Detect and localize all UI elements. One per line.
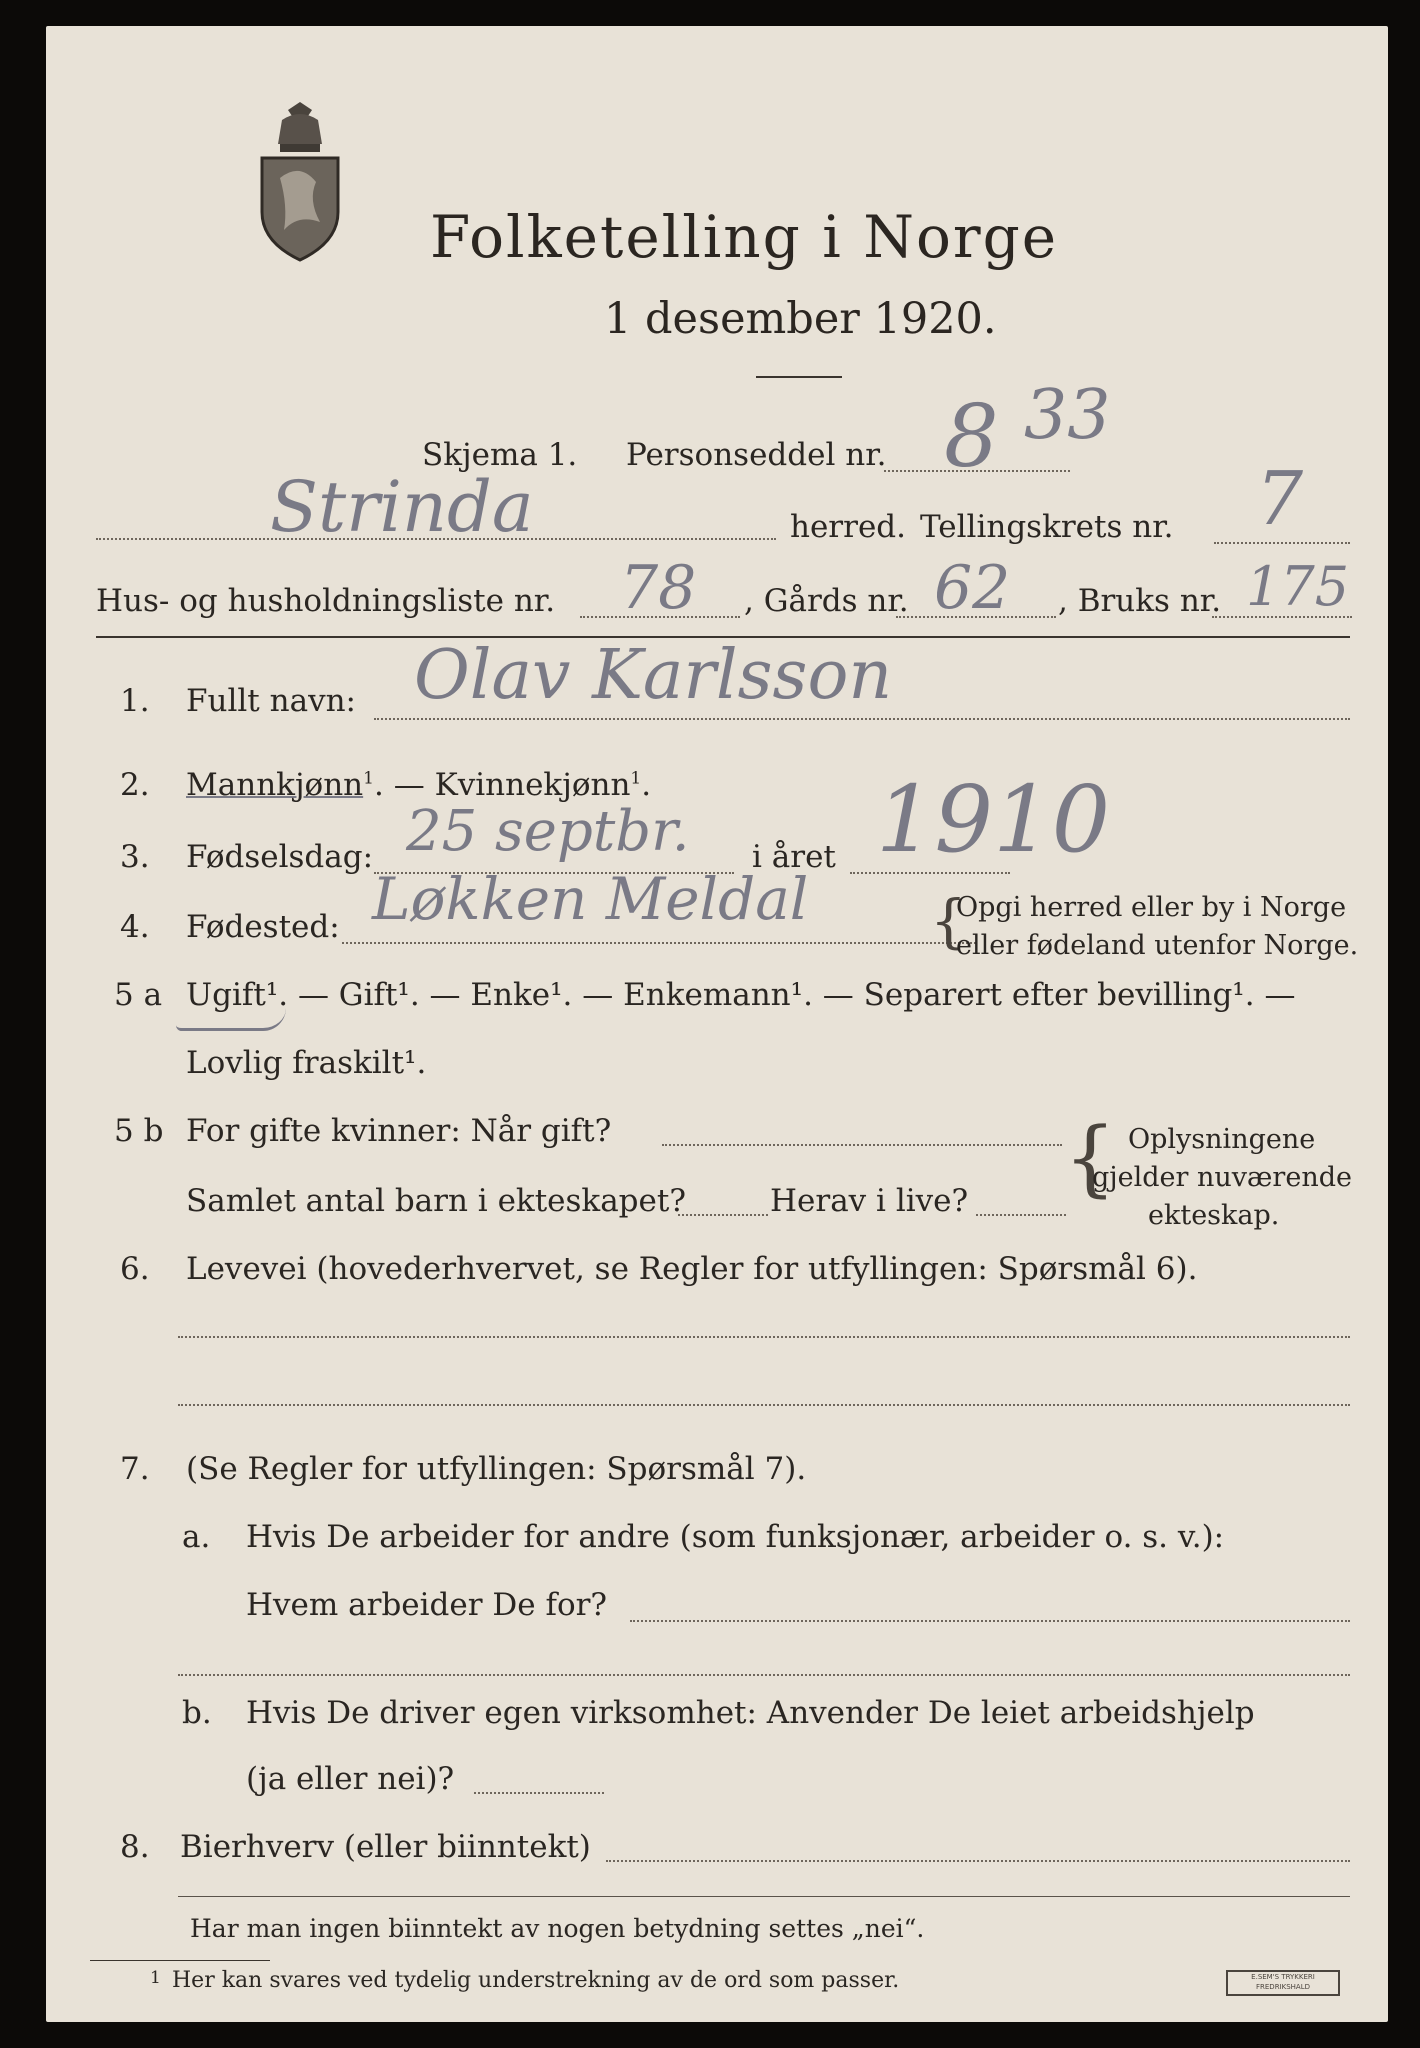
q4-label: Fødested: (186, 909, 340, 945)
q2-male-option[interactable]: Mannkjønn (186, 767, 364, 803)
q8-line (606, 1860, 1350, 1862)
q4-note-1: Opgi herred eller by i Norge (956, 892, 1347, 923)
q5b-married-line (662, 1144, 1062, 1146)
q1-line (374, 718, 1350, 720)
q5a-options-line2[interactable]: Lovlig fraskilt¹. (186, 1045, 427, 1081)
title-divider (756, 376, 842, 378)
personseddel-value-alt: 33 (1024, 376, 1111, 455)
q7a-letter: a. (182, 1519, 211, 1555)
personseddel-value: 8 (944, 387, 999, 487)
printer-stamp-text: E.SEM'S TRYKKERI FREDRIKSHALD (1251, 1973, 1315, 1991)
q6-line-2 (178, 1404, 1350, 1406)
q8-label: Bierhverv (eller biinntekt) (180, 1829, 591, 1865)
q4-brace: { (930, 887, 967, 955)
q7b-letter: b. (182, 1695, 212, 1731)
q5b-line2b: Herav i live? (770, 1183, 969, 1219)
hus-label: Hus- og husholdningsliste nr. (96, 583, 556, 619)
gards-label: , Gårds nr. (744, 583, 909, 619)
q7-label: (Se Regler for utfyllingen: Spørsmål 7). (186, 1451, 807, 1487)
q4-value: Løkken Meldal (372, 865, 809, 933)
q5b-brace: { (1064, 1111, 1117, 1206)
q6-number: 6. (120, 1251, 150, 1287)
census-date: 1 desember 1920. (604, 294, 997, 344)
q7a-line-extra (178, 1674, 1350, 1676)
q2-separator: . — (374, 767, 435, 803)
q8-line-extra (178, 1896, 1350, 1897)
q7b-line1: Hvis De driver egen virksomhet: Anvender De leiet arbeidshjelp (246, 1695, 1255, 1731)
q5b-note-1: Oplysningene (1128, 1124, 1316, 1155)
q3-number: 3. (120, 839, 150, 875)
q5b-note-3: ekteskap. (1148, 1200, 1280, 1231)
form-title: Folketelling i Norge (430, 203, 1059, 271)
hus-value: 78 (620, 553, 697, 623)
q3-year-label: i året (752, 839, 836, 875)
q4-note-2: eller fødeland utenfor Norge. (956, 930, 1359, 961)
skjema-label: Skjema 1. (422, 437, 578, 473)
q4-number: 4. (120, 909, 150, 945)
q5b-note-2: gjelder nuværende (1092, 1162, 1352, 1193)
q7a-line2: Hvem arbeider De for? (246, 1587, 608, 1623)
tellingskrets-label: Tellingskrets nr. (920, 509, 1174, 545)
herred-label: herred. (790, 509, 906, 545)
footnote-text: Her kan svares ved tydelig understrekning av de ord som passer. (172, 1968, 900, 1993)
footnote-mark: 1 (150, 1968, 161, 1988)
q1-value: Olav Karlsson (414, 636, 893, 715)
nei-note: Har man ingen biinntekt av nogen betydning settes „nei“. (190, 1914, 925, 1943)
q2-female-option[interactable]: Kvinnekjønn (434, 767, 631, 803)
q5b-line2a: Samlet antal barn i ekteskapet? (186, 1183, 686, 1219)
gards-value: 62 (934, 553, 1011, 623)
q4-line (342, 942, 976, 944)
footnote-divider (90, 1960, 270, 1961)
q5b-alive-line (976, 1214, 1066, 1216)
q2-number: 2. (120, 767, 150, 803)
q7a-employer-line (630, 1620, 1350, 1622)
q3-label: Fødselsdag: (186, 839, 374, 875)
q7b-answer-line (474, 1792, 604, 1794)
q5b-children-line (678, 1214, 768, 1216)
coat-of-arms-emblem (258, 102, 342, 262)
tellingskrets-value: 7 (1256, 456, 1304, 542)
q7-number: 7. (120, 1451, 150, 1487)
tellingskrets-line (1214, 542, 1350, 544)
census-form (46, 26, 1388, 2022)
q6-line-1 (178, 1336, 1350, 1338)
q6-label: Levevei (hovederhvervet, se Regler for utfyllingen: Spørsmål 6). (186, 1251, 1198, 1287)
q3-value: 25 septbr. (406, 799, 690, 864)
bruks-value: 175 (1246, 555, 1350, 618)
q5b-line1: For gifte kvinner: Når gift? (186, 1113, 612, 1149)
q8-number: 8. (120, 1829, 150, 1865)
q5a-pencil-underline (176, 1008, 286, 1031)
personseddel-label: Personseddel nr. (626, 437, 887, 473)
q7b-line2: (ja eller nei)? (246, 1761, 455, 1797)
q1-label: Fullt navn: (186, 683, 356, 719)
q5b-number: 5 b (114, 1113, 164, 1149)
q2-options: Mannkjønn$^1$. — Kvinnekjønn$^1$. (186, 767, 652, 803)
q5a-number: 5 a (114, 977, 163, 1013)
q1-number: 1. (120, 683, 150, 719)
q3-year-value: 1910 (876, 766, 1111, 873)
q5a-options-line1[interactable]: Ugift¹. — Gift¹. — Enke¹. — Enkemann¹. — Separert efter bevilling¹. — (186, 977, 1296, 1013)
herred-value: Strinda (270, 466, 534, 548)
bruks-label: , Bruks nr. (1058, 583, 1222, 619)
q7a-line1: Hvis De arbeider for andre (som funksjonær, arbeider o. s. v.): (246, 1519, 1225, 1555)
printer-stamp (1226, 1970, 1340, 1996)
